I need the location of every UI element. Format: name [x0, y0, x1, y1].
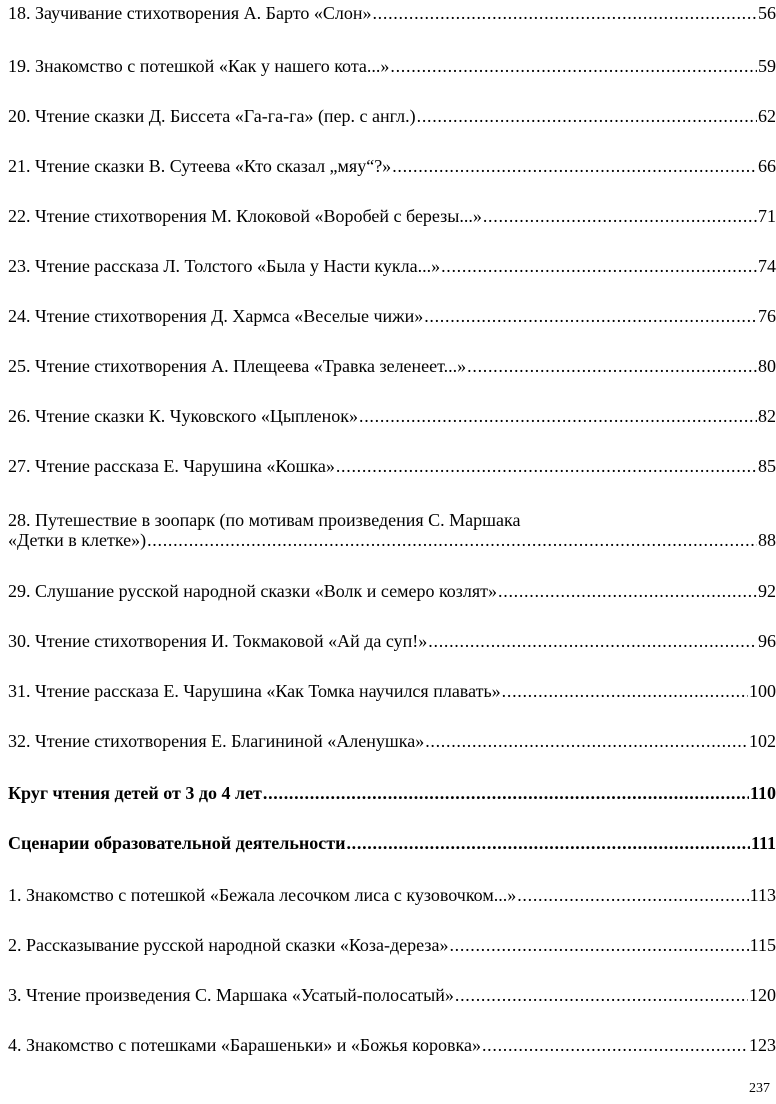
toc-entry-title-line1: 28. Путешествие в зоопарк (по мотивам произведения С. Маршака: [8, 510, 521, 530]
toc-entry-page: 120: [749, 985, 776, 1005]
dot-leader: [425, 731, 748, 751]
toc-entry: [8, 456, 776, 476]
toc-entry-page: 80: [758, 356, 776, 376]
toc-entry-title: 22. Чтение стихотворения М. Клоковой «Воробей с березы...»: [8, 206, 482, 226]
page-number: 237: [749, 1081, 770, 1096]
toc-entry: [8, 581, 776, 601]
toc-entry-row: [8, 530, 776, 550]
toc-section-heading: [8, 783, 776, 803]
toc-entry-page: 71: [758, 206, 776, 226]
dot-leader: [263, 783, 749, 803]
toc-entry: [8, 885, 776, 905]
dot-leader: [428, 631, 757, 651]
toc-entry-title: «Детки в клетке»): [8, 530, 147, 550]
toc-entry-title: 21. Чтение сказки В. Сутеева «Кто сказал „мяу“?»: [8, 156, 392, 176]
toc-entry-page: 111: [750, 833, 776, 853]
dot-leader: [467, 356, 757, 376]
toc-entry-page: 92: [758, 581, 776, 601]
dot-leader: [424, 306, 757, 326]
toc-entry-title: 25. Чтение стихотворения А. Плещеева «Травка зеленеет...»: [8, 356, 467, 376]
toc-section-heading: [8, 833, 776, 853]
toc-entry-title: 27. Чтение рассказа Е. Чарушина «Кошка»: [8, 456, 335, 476]
toc-entry-page: 76: [758, 306, 776, 326]
toc-entry-title: 30. Чтение стихотворения И. Токмаковой «Ай да суп!»: [8, 631, 428, 651]
dot-leader: [392, 156, 757, 176]
toc-entry-title: 2. Рассказывание русской народной сказки «Коза-дереза»: [8, 935, 449, 955]
toc-entry-page: 102: [749, 731, 776, 751]
toc-entry-title: 18. Заучивание стихотворения А. Барто «Слон»: [8, 3, 372, 23]
toc-entry-page: 85: [758, 456, 776, 476]
dot-leader: [482, 1035, 748, 1055]
toc-entry-title: Круг чтения детей от 3 до 4 лет: [8, 783, 262, 803]
toc-entry-page: 113: [749, 885, 776, 905]
toc-entry: [8, 3, 776, 23]
toc-entry: [8, 935, 776, 955]
toc-entry: [8, 681, 776, 701]
dot-leader: [517, 885, 748, 905]
toc-entry-page: 62: [758, 106, 776, 126]
toc-entry-page: 59: [758, 56, 776, 76]
toc-entry: [8, 156, 776, 176]
toc-entry-title: 20. Чтение сказки Д. Биссета «Га-га-га» (пер. с англ.): [8, 106, 416, 126]
toc-entry: [8, 56, 776, 76]
dot-leader: [336, 456, 757, 476]
toc-entry-title: 29. Слушание русской народной сказки «Волк и семеро козлят»: [8, 581, 498, 601]
dot-leader: [346, 833, 750, 853]
toc-entry: [8, 306, 776, 326]
toc-entry-page: 74: [758, 256, 776, 276]
toc-entry-page: 66: [758, 156, 776, 176]
toc-entry-page: 88: [758, 530, 776, 550]
toc-entry-page: 96: [758, 631, 776, 651]
dot-leader: [372, 3, 757, 23]
toc-entry-title: 1. Знакомство с потешкой «Бежала лесочком лиса с кузовочком...»: [8, 885, 517, 905]
toc-entry: [8, 731, 776, 751]
toc-entry-title: Сценарии образовательной деятельности: [8, 833, 346, 853]
toc-entry-title: 3. Чтение произведения С. Маршака «Усатый-полосатый»: [8, 985, 454, 1005]
toc-entry-page: 123: [749, 1035, 776, 1055]
toc-entry-page: 56: [758, 3, 776, 23]
dot-leader: [147, 530, 757, 550]
toc-entry: [8, 1035, 776, 1055]
toc-entry-page: 82: [758, 406, 776, 426]
dot-leader: [390, 56, 757, 76]
dot-leader: [498, 581, 757, 601]
toc-entry-title: 19. Знакомство с потешкой «Как у нашего кота...»: [8, 56, 390, 76]
dot-leader: [441, 256, 757, 276]
toc-entry: [8, 985, 776, 1005]
dot-leader: [502, 681, 748, 701]
toc-entry: [8, 256, 776, 276]
toc-entry-page: 110: [749, 783, 776, 803]
dot-leader: [417, 106, 757, 126]
toc-entry-page: 115: [749, 935, 776, 955]
toc-entry: [8, 631, 776, 651]
toc-entry-title: 4. Знакомство с потешками «Барашеньки» и «Божья коровка»: [8, 1035, 481, 1055]
dot-leader: [483, 206, 757, 226]
toc-entry: [8, 356, 776, 376]
toc-entry-page: 100: [749, 681, 776, 701]
toc-entry: [8, 206, 776, 226]
toc-entry: [8, 106, 776, 126]
toc-entry-title: 24. Чтение стихотворения Д. Хармса «Веселые чижи»: [8, 306, 424, 326]
toc-entry-title: 26. Чтение сказки К. Чуковского «Цыпленок»: [8, 406, 359, 426]
toc-entry-title: 31. Чтение рассказа Е. Чарушина «Как Томка научился плавать»: [8, 681, 501, 701]
toc-entry: [8, 510, 776, 550]
dot-leader: [455, 985, 748, 1005]
toc-entry: [8, 406, 776, 426]
dot-leader: [359, 406, 757, 426]
toc-entry-title: 32. Чтение стихотворения Е. Благининой «Аленушка»: [8, 731, 425, 751]
toc-entry-title: 23. Чтение рассказа Л. Толстого «Была у Насти кукла...»: [8, 256, 441, 276]
dot-leader: [449, 935, 748, 955]
